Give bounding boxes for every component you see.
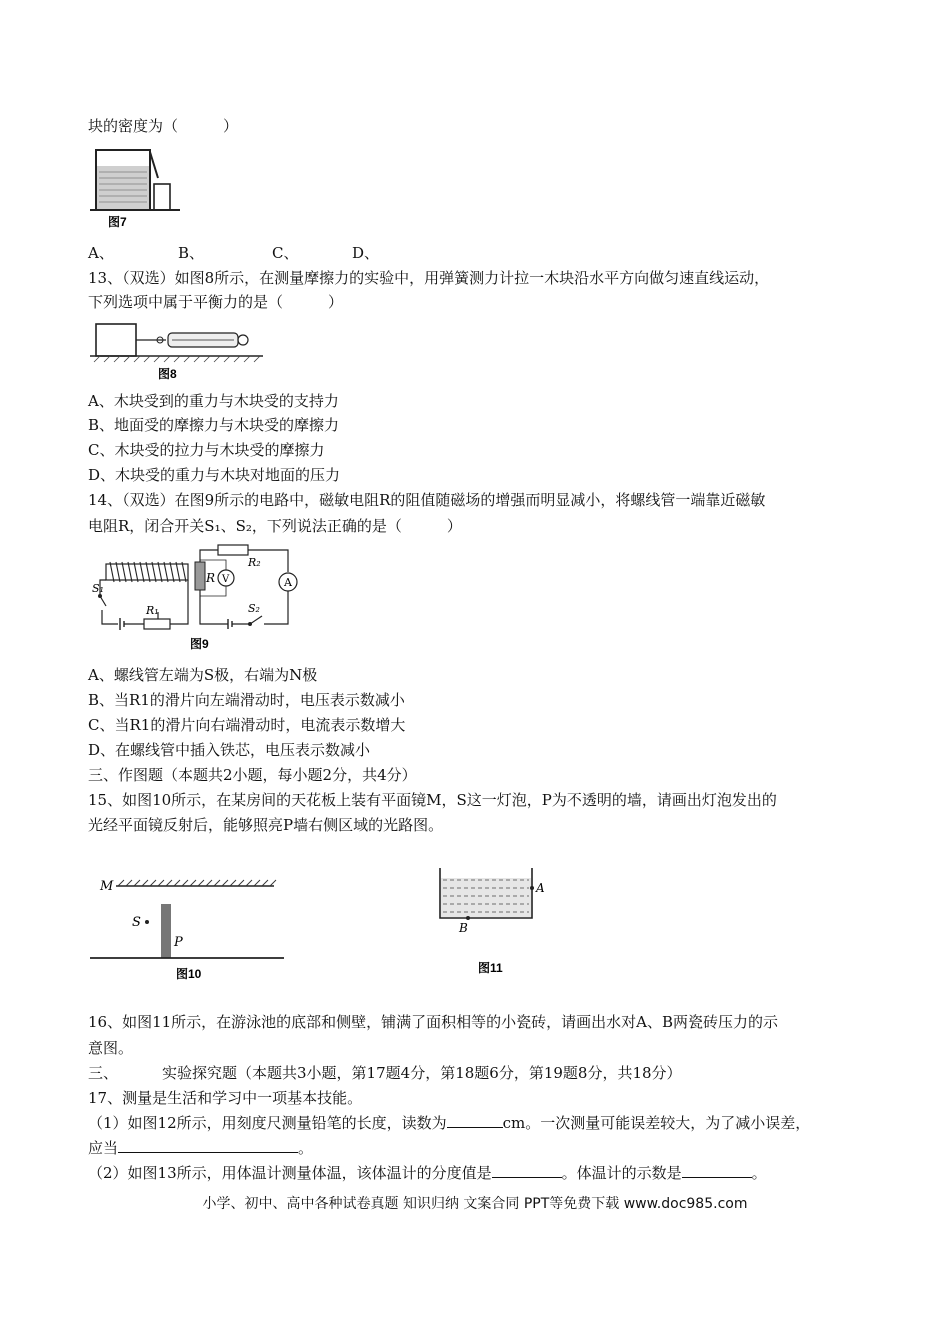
thermometer-reading-blank[interactable] [682, 1163, 752, 1178]
question-12-stem-tail: 块的密度为（ ） [88, 117, 239, 135]
tile-b-label: B [459, 921, 468, 935]
question-15-line-2: 光经平面镜反射后，能够照亮P墙右侧区域的光路图。 [88, 816, 444, 834]
section-4-title [88, 1063, 682, 1083]
wall-p [161, 904, 171, 958]
figure-8 [88, 316, 268, 384]
question-14-option-d: D、在螺线管中插入铁芯，电压表示数减小 [88, 741, 371, 759]
question-13-option-c: C、木块受的拉力与木块受的摩擦力 [88, 441, 325, 459]
page-footer: 小学、初中、高中各种试卷真题 知识归纳 文案合同 PPT等免费下载 www.doc985.com [202, 1196, 748, 1212]
figure-9-r2-label: R₂ [248, 556, 261, 569]
question-13-line-2: 下列选项中属于平衡力的是（ ） [88, 293, 344, 311]
option-b: B、 [178, 244, 205, 262]
question-13-option-b: B、地面受的摩擦力与木块受的摩擦力 [88, 416, 340, 434]
question-17-part-2 [88, 1163, 767, 1183]
figure-9-label: 图9 [190, 637, 209, 651]
tile-a-label: A [536, 881, 545, 895]
question-17-part-2-text: （2）如图13所示，用体温计测量体温，该体温计的分度值是 [88, 1164, 492, 1182]
question-17-part-1-end: 。 [298, 1139, 314, 1157]
question-17-part-1-text-3: 应当 [88, 1139, 119, 1157]
question-14-line-2: 电阻R，闭合开关S₁、S₂，下列说法正确的是（ ） [88, 517, 462, 535]
question-17-part-1 [88, 1113, 810, 1133]
mirror-m-label: M [100, 879, 114, 894]
option-d: D、 [352, 244, 380, 262]
section-3-title: 三、作图题（本题共2小题，每小题2分，共4分） [88, 766, 417, 784]
question-13-option-a: A、木块受到的重力与木块受的支持力 [88, 392, 339, 410]
figure-7-label: 图7 [108, 215, 127, 229]
figure-9-v-label: V [222, 574, 230, 585]
lamp-s-dot [145, 920, 149, 924]
figure-9-r-label: R [206, 571, 216, 585]
option-c: C、 [272, 244, 299, 262]
figure-11-label: 图11 [478, 961, 503, 975]
question-13-option-d: D、木块受的重力与木块对地面的压力 [88, 466, 341, 484]
question-17-part-2-text-2: 。体温计的示数是 [561, 1164, 682, 1182]
figure-8-label: 图8 [158, 367, 177, 381]
figure-7 [88, 136, 188, 231]
option-a: A、 [88, 244, 114, 262]
question-17-part-1-text: （1）如图12所示，用刻度尺测量铅笔的长度，读数为 [88, 1114, 447, 1132]
wall-p-label: P [174, 935, 183, 950]
reduce-error-blank[interactable] [118, 1138, 298, 1153]
question-17-stem: 17、测量是生活和学习中一项基本技能。 [88, 1089, 363, 1107]
length-reading-blank[interactable] [447, 1113, 503, 1128]
figure-11 [440, 868, 545, 975]
scale-division-blank[interactable] [492, 1163, 562, 1178]
figure-9-a-label: A [284, 576, 292, 589]
figures-10-11 [88, 838, 568, 988]
figure-9-s2-label: S₂ [248, 602, 260, 615]
question-13-line-1: 13、（双选）如图8所示，在测量摩擦力的实验中，用弹簧测力计拉一木块沿水平方向做匀速直线运动， [88, 269, 770, 287]
figure-9-s1-label: S₁ [92, 582, 104, 595]
figure-9 [88, 540, 303, 655]
question-14-option-b: B、当R1的滑片向左端滑动时，电压表示数减小 [88, 691, 405, 709]
question-17-part-2-end: 。 [751, 1164, 767, 1182]
question-16-line-1: 16、如图11所示，在游泳池的底部和侧壁，铺满了面积相等的小瓷砖，请画出水对A、B两瓷砖压力的示 [88, 1013, 779, 1031]
lamp-s-label: S [132, 915, 141, 930]
section-4-number: 三、 [88, 1064, 119, 1082]
question-14-option-c: C、当R1的滑片向右端滑动时，电流表示数增大 [88, 716, 406, 734]
figure-10-label: 图10 [176, 967, 202, 981]
question-17-part-1-cont [88, 1138, 313, 1158]
figure-10 [90, 879, 284, 981]
question-15-line-1: 15、如图10所示，在某房间的天花板上装有平面镜M，S这一灯泡，P为不透明的墙，请画出灯泡发出的 [88, 791, 777, 809]
question-14-option-a: A、螺线管左端为S极，右端为N极 [88, 666, 318, 684]
question-14-line-1: 14、（双选）在图9所示的电路中，磁敏电阻R的阻值随磁场的增强而明显减小，将螺线管一端靠近磁敏 [88, 491, 766, 509]
question-17-part-1-text-2: cm。一次测量可能误差较大，为了减小误差， [502, 1114, 811, 1132]
question-16-line-2: 意图。 [88, 1039, 134, 1057]
figure-9-r1-label: R₁ [146, 604, 159, 617]
section-4-heading: 实验探究题（本题共3小题，第17题4分，第18题6分，第19题8分，共18分） [162, 1064, 682, 1082]
